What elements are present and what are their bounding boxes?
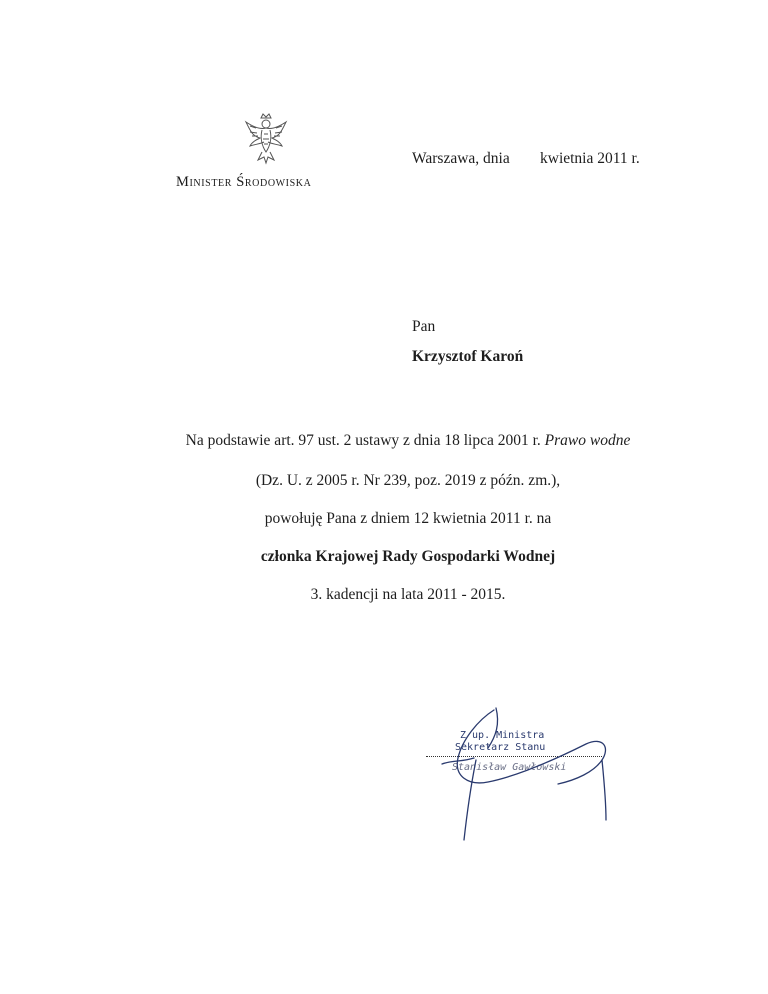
- eagle-emblem-icon: [242, 112, 290, 168]
- handwritten-signature: [418, 700, 618, 850]
- body-line-1: [24, 432, 768, 450]
- body-line-3: powołuję Pana z dniem 12 kwietnia 2011 r. na: [264, 510, 552, 527]
- act-title: Prawo wodne: [544, 432, 631, 449]
- term-of-office: 3. kadencji na lata 2011 - 2015.: [310, 586, 506, 603]
- appointment-title: członka Krajowej Rady Gospodarki Wodnej: [260, 548, 556, 565]
- recipient-name: Krzysztof Karoń: [412, 348, 524, 365]
- ministry-name: Minister Środowiska: [176, 174, 312, 190]
- legal-basis-text: Na podstawie art. 97 ust. 2 ustawy z dnia 18 lipca 2001 r.: [185, 432, 541, 449]
- body-line-2: (Dz. U. z 2005 r. Nr 239, poz. 2019 z późn. zm.),: [255, 472, 561, 489]
- salutation: Pan: [412, 318, 436, 335]
- place-date-prefix: Warszawa, dnia: [412, 150, 510, 167]
- stamp-line-1: Z up. Ministra: [460, 730, 545, 741]
- stamp-line-3: Stanisław Gawłowski: [452, 762, 567, 773]
- date-month-year: kwietnia 2011 r.: [540, 150, 640, 167]
- stamp-line-2: Sekretarz Stanu: [455, 742, 546, 753]
